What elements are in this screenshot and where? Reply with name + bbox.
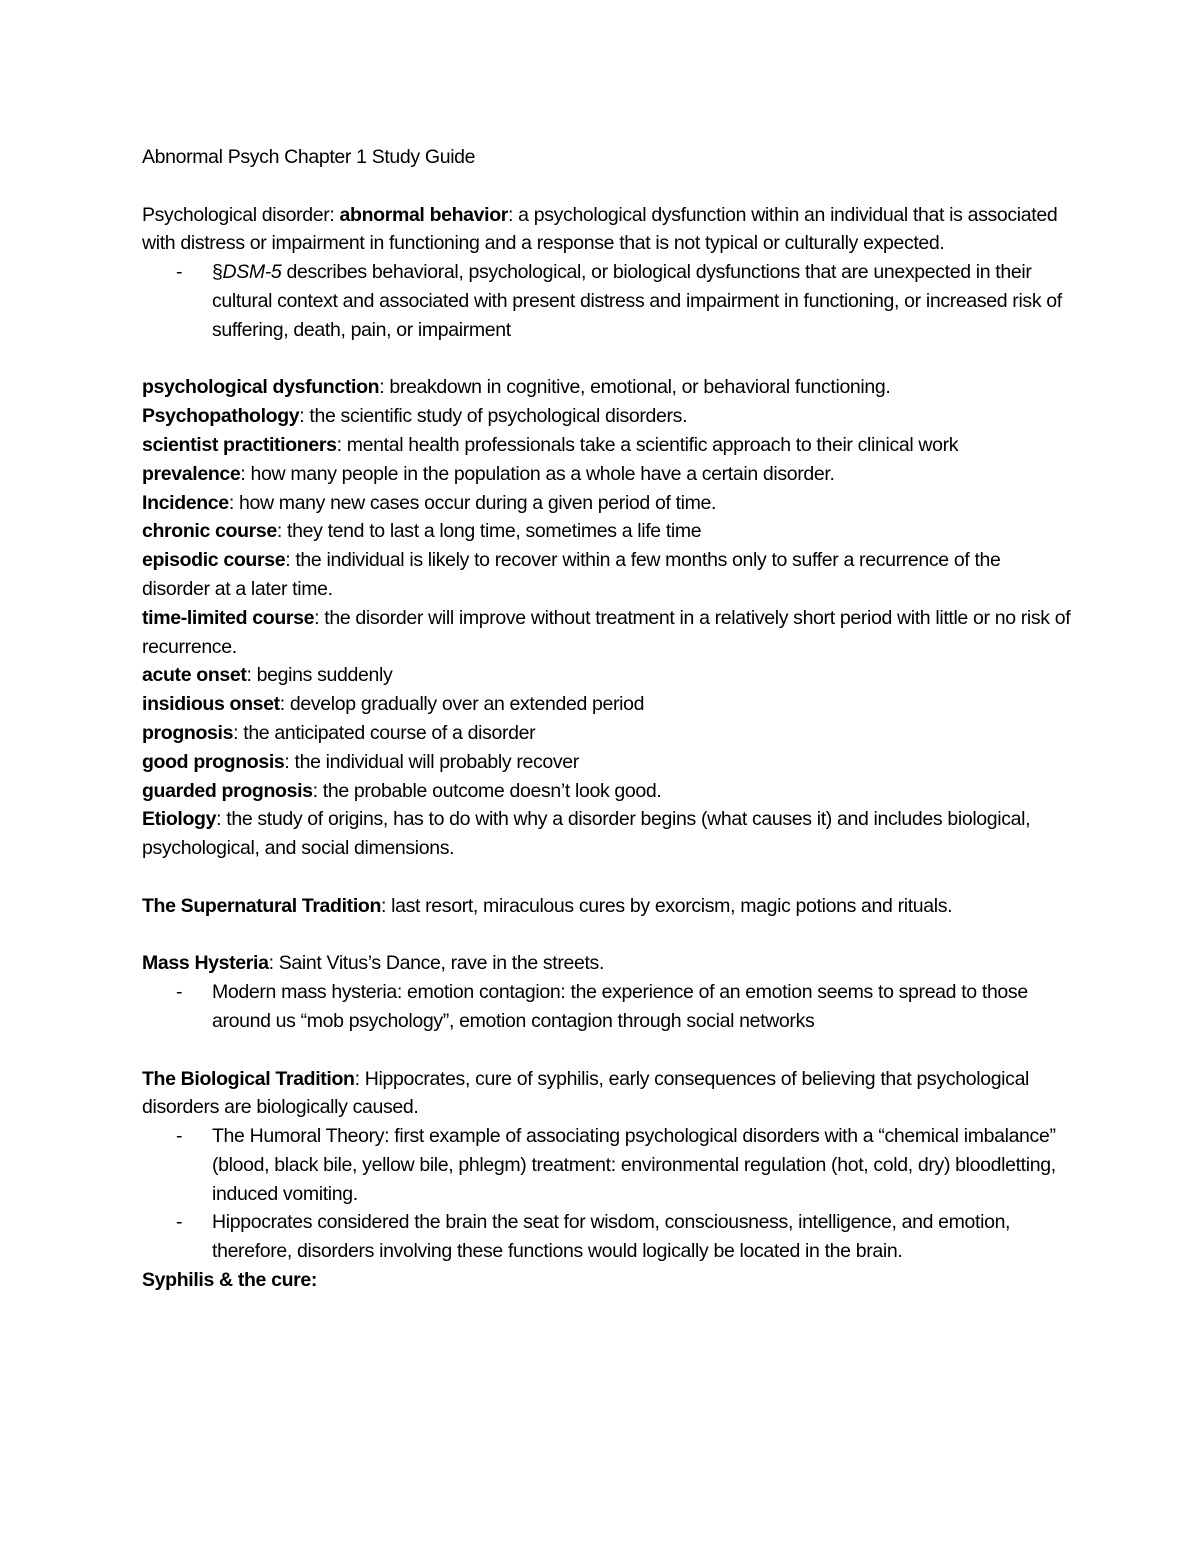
glossary-entry xyxy=(142,402,1072,431)
glossary-definition: : the probable outcome doesn’t look good. xyxy=(312,779,662,802)
biological-tradition-bullet-list xyxy=(142,1122,1072,1266)
mass-hysteria-definition: : Saint Vitus’s Dance, rave in the streets. xyxy=(268,952,605,975)
glossary-entry xyxy=(142,489,1072,518)
glossary-term: Psychopathology xyxy=(142,405,300,428)
abnormal-behavior-term: abnormal behavior xyxy=(339,203,509,226)
bullet-text: Modern mass hysteria: emotion contagion: the experience of an emotion seems to spread to those around us “mob psychology”, emotion contagion through social networks xyxy=(212,981,1028,1032)
glossary-entry xyxy=(142,661,1072,690)
glossary-term: psychological dysfunction xyxy=(142,376,380,399)
glossary-entry xyxy=(142,805,1072,863)
biological-tradition-term: The Biological Tradition xyxy=(142,1067,355,1090)
blank-line xyxy=(142,345,1072,374)
glossary-term: insidious onset xyxy=(142,693,280,716)
supernatural-tradition-term: The Supernatural Tradition xyxy=(142,894,382,917)
bullet-dash: - xyxy=(176,981,183,1004)
list-item xyxy=(142,1208,1072,1266)
glossary-entry xyxy=(142,546,1072,604)
mass-hysteria-term: Mass Hysteria xyxy=(142,952,269,975)
glossary-term: prevalence xyxy=(142,462,241,485)
biological-tradition-paragraph xyxy=(142,1065,1072,1123)
dsm-bullet-text: describes behavioral, psychological, or biological dysfunctions that are unexpected in their cultural context and associated with present distress and impairment in functioning, or increased risk of suffering, death, pain, or impairment xyxy=(212,261,1062,341)
glossary-definition: : mental health professionals take a scientific approach to their clinical work xyxy=(336,433,959,456)
glossary-definition: : the scientific study of psychological disorders. xyxy=(299,405,688,428)
bullet-text: The Humoral Theory: first example of associating psychological disorders with a “chemical imbalance” (blood, black bile, yellow bile, phlegm) treatment: environmental regulation (hot, cold, dry) bloodletting, induced vomiting. xyxy=(212,1125,1056,1205)
blank-line xyxy=(142,1036,1072,1065)
bullet-dash: - xyxy=(176,1211,183,1234)
document-body xyxy=(142,143,1072,1295)
glossary-definition: : the study of origins, has to do with why a disorder begins (what causes it) and includes biological, psychological, and social dimensions. xyxy=(142,808,1031,860)
document-title: Abnormal Psych Chapter 1 Study Guide xyxy=(142,146,476,168)
dsm-bullet-list xyxy=(142,258,1072,344)
bullet-dash: - xyxy=(176,1125,183,1148)
bullet-dash: - xyxy=(176,261,183,284)
glossary-term: acute onset xyxy=(142,664,247,687)
glossary-term: chronic course xyxy=(142,520,277,543)
glossary-term: Etiology xyxy=(142,808,217,831)
list-item xyxy=(142,1122,1072,1208)
glossary-definition: : how many new cases occur during a given period of time. xyxy=(228,491,717,514)
glossary-entry xyxy=(142,719,1072,748)
glossary-term: guarded prognosis xyxy=(142,779,313,802)
psychological-disorder-lead: Psychological disorder: xyxy=(142,203,340,226)
dsm-5-reference: DSM-5 xyxy=(222,261,282,284)
glossary-entry xyxy=(142,431,1072,460)
glossary-term: time-limited course xyxy=(142,606,315,629)
section-symbol: § xyxy=(212,261,223,284)
abnormal-behavior-definition: : a psychological dysfunction within an individual that is associated with distress or impairment in functioning and a response that is not typical or culturally expected. xyxy=(142,203,1058,255)
list-item xyxy=(142,258,1072,344)
glossary-entry xyxy=(142,748,1072,777)
glossary-entry xyxy=(142,777,1072,806)
blank-line xyxy=(142,921,1072,950)
glossary-entry xyxy=(142,373,1072,402)
glossary-definition: : the individual is likely to recover within a few months only to suffer a recurrence of the disorder at a later time. xyxy=(142,549,1001,600)
glossary-definition: : breakdown in cognitive, emotional, or behavioral functioning. xyxy=(379,376,891,399)
mass-hysteria-bullet-list xyxy=(142,978,1072,1036)
glossary-definition: : they tend to last a long time, sometimes a life time xyxy=(276,520,702,543)
bullet-text: Hippocrates considered the brain the seat for wisdom, consciousness, intelligence, and emotion, therefore, disorders involving these functions would logically be located in the brain. xyxy=(212,1211,1011,1263)
glossary-definition: : begins suddenly xyxy=(246,664,393,687)
glossary-entry xyxy=(142,604,1072,662)
glossary-term: episodic course xyxy=(142,549,286,572)
glossary-term: scientist practitioners xyxy=(142,433,337,456)
biological-tradition-definition: : Hippocrates, cure of syphilis, early consequences of believing that psychological disorders are biologically caused. xyxy=(142,1067,1030,1119)
syphilis-heading-text: Syphilis & the cure: xyxy=(142,1269,318,1292)
glossary-definition: : the individual will probably recover xyxy=(284,750,579,773)
glossary-entry xyxy=(142,690,1072,719)
glossary-definition: : the disorder will improve without treatment in a relatively short period with little or no risk of recurrence. xyxy=(142,606,1071,658)
blank-line xyxy=(142,172,1072,201)
psychological-disorder-paragraph xyxy=(142,201,1072,259)
glossary-entry xyxy=(142,517,1072,546)
glossary-entry xyxy=(142,460,1072,489)
glossary-term: prognosis xyxy=(142,721,234,744)
glossary-definition: : develop gradually over an extended period xyxy=(279,693,645,716)
supernatural-tradition-definition: : last resort, miraculous cures by exorcism, magic potions and rituals. xyxy=(381,894,953,917)
mass-hysteria-paragraph xyxy=(142,949,1072,978)
glossary-term: Incidence xyxy=(142,491,229,514)
blank-line xyxy=(142,863,1072,892)
glossary-definition: : the anticipated course of a disorder xyxy=(233,721,536,744)
list-item xyxy=(142,978,1072,1036)
glossary-definition: : how many people in the population as a whole have a certain disorder. xyxy=(240,462,835,485)
glossary-term: good prognosis xyxy=(142,750,285,773)
supernatural-tradition-paragraph xyxy=(142,892,1072,921)
syphilis-heading xyxy=(142,1266,1072,1295)
